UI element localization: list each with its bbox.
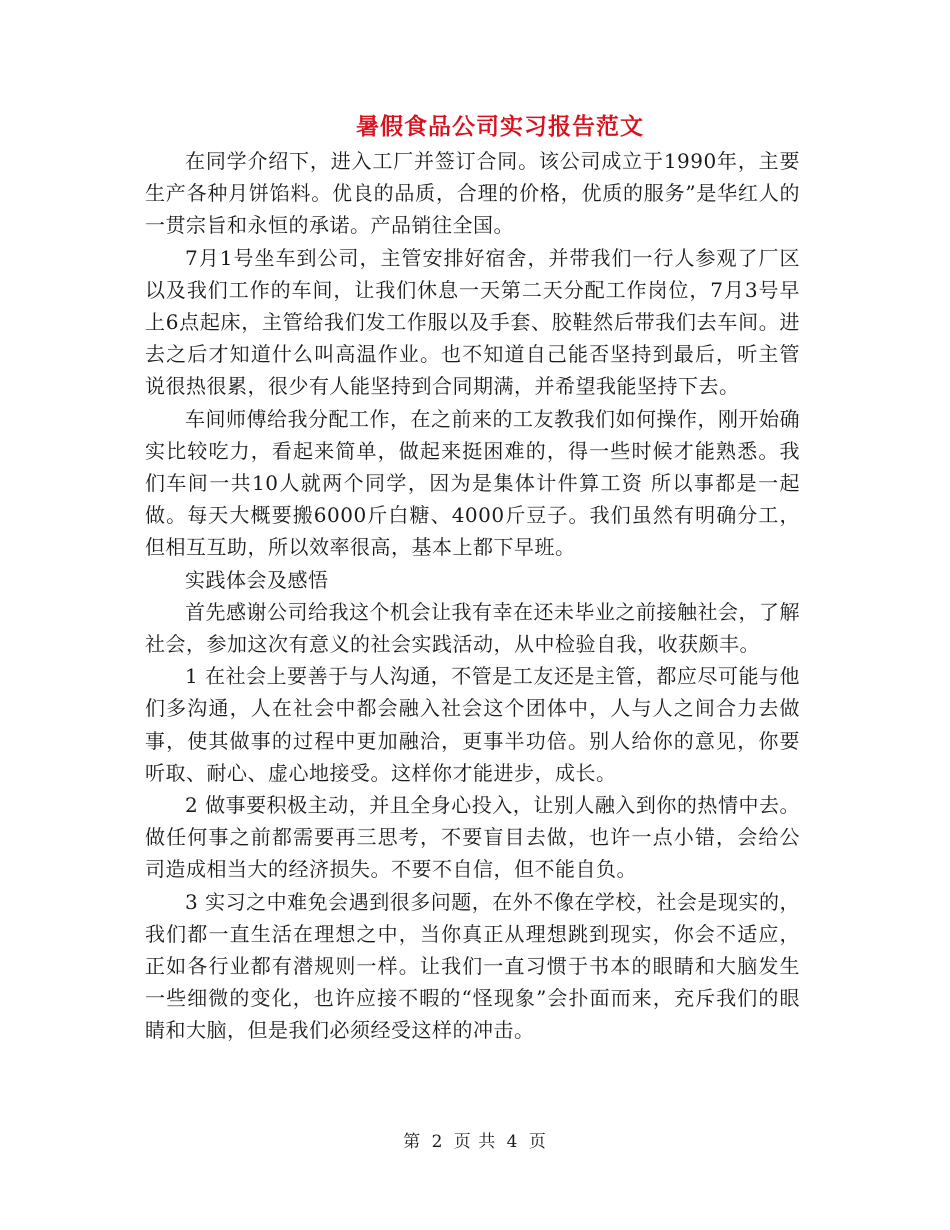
document-body — [145, 145, 800, 1047]
footer-total-pages: 4 — [506, 1132, 519, 1152]
paragraph-thanks: 首先感谢公司给我这个机会让我有幸在还未毕业之前接触社会，了解社会，参加这次有意义的社会实践活动，从中检验自我，收获颇丰。 — [145, 599, 800, 657]
footer-prefix: 第 — [403, 1132, 422, 1152]
footer-middle: 页 共 — [453, 1132, 497, 1152]
footer-suffix: 页 — [528, 1132, 547, 1152]
paragraph-intro: 在同学介绍下，进入工厂并签订合同。该公司成立于1990年，主要生产各种月饼馅料。优良的品质，合理的价格，优质的服务”是华红人的一贯宗旨和永恒的承诺。产品销往全国。 — [145, 149, 800, 238]
footer-page-number: 2 — [431, 1132, 444, 1152]
document-title: 暑假食品公司实习报告范文 — [356, 114, 644, 140]
paragraph-point-2: 2 做事要积极主动，并且全身心投入，让别人融入到你的热情中去。做任何事之前都需要再三思考，不要盲目去做，也许一点小错，会给公司造成相当大的经济损失。不要不自信，但不能自负。 — [145, 793, 800, 882]
page-footer — [0, 1127, 950, 1152]
paragraph-arrival: 7月1号坐车到公司，主管安排好宿舍，并带我们一行人参观了厂区以及我们工作的车间，让我们休息一天第二天分配工作岗位，7月3号早上6点起床，主管给我们发工作服以及手套、胶鞋然后带我们去车间。进去之后才知道什么叫高温作业。也不知道自己能否坚持到最后，听主管说很热很累，很少有人能坚持到合同期满，并希望我能坚持下去。 — [145, 245, 800, 399]
paragraph-point-1: 1 在社会上要善于与人沟通，不管是工友还是主管，都应尽可能与他们多沟通，人在社会中都会融入社会这个团体中，人与人之间合力去做事，使其做事的过程中更加融洽，更事半功倍。别人给你的意见，你要听取、耐心、虚心地接受。这样你才能进步，成长。 — [145, 664, 800, 785]
paragraph-point-3: 3 实习之中难免会遇到很多问题，在外不像在学校，社会是现实的，我们都一直生活在理想之中，当你真正从理想跳到现实，你会不适应，正如各行业都有潜规则一样。让我们一直习惯于书本的眼睛和大脑发生一些细微的变化，也许应接不暇的“怪现象”会扑面而来，充斥我们的眼睛和大脑，但是我们必须经受这样的冲击。 — [145, 889, 800, 1043]
paragraph-work: 车间师傅给我分配工作，在之前来的工友教我们如何操作，刚开始确实比较吃力，看起来简单，做起来挺困难的，得一些时候才能熟悉。我们车间一共10人就两个同学，因为是集体计件算工资 所以事都是一起做。每天大概要搬6000斤白糖、4000斤豆子。我们虽然有明确分工，但相互互助，所以效率很高，基本上都下早班。 — [145, 406, 800, 560]
section-heading: 实践体会及感悟 — [185, 567, 329, 592]
